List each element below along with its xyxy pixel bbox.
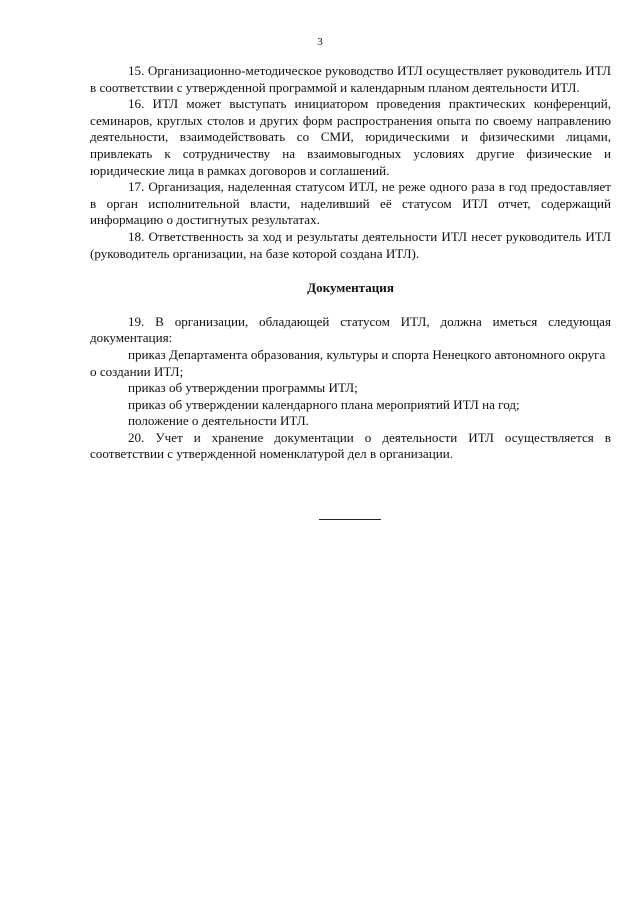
paragraph-15: 15. Организационно-методическое руководство ИТЛ осуществляет руководитель ИТЛ в соответствии с утвержденной программой и календарным планом деятельности ИТЛ. <box>90 63 611 95</box>
page-number: 3 <box>317 36 323 48</box>
documentation-item: положение о деятельности ИТЛ. <box>128 413 309 429</box>
documentation-item: приказ об утверждении программы ИТЛ; <box>128 380 358 396</box>
end-divider <box>319 519 381 520</box>
paragraph-20: 20. Учет и хранение документации о деятельности ИТЛ осуществляется в соответствии с утвержденной номенклатурой дел в организации. <box>90 429 611 462</box>
paragraph-17: 17. Организация, наделенная статусом ИТЛ, не реже одного раза в год предоставляет в орган исполнительной власти, наделивший её статусом ИТЛ отчет, содержащий информацию о достигнутых результатах. <box>90 179 611 228</box>
section-heading: Документация <box>307 280 394 296</box>
paragraph-18: 18. Ответственность за ход и результаты деятельности ИТЛ несет руководитель ИТЛ (руководитель организации, на базе которой создана ИТЛ). <box>90 228 611 261</box>
document-body <box>90 63 611 463</box>
paragraph-19: 19. В организации, обладающей статусом ИТЛ, должна иметься следующая документация: <box>90 313 611 346</box>
documentation-item: приказ об утверждении календарного плана мероприятий ИТЛ на год; <box>128 396 520 412</box>
documentation-item: приказ Департамента образования, культуры и спорта Ненецкого автономного округа о создании ИТЛ; <box>90 346 606 379</box>
paragraph-16: 16. ИТЛ может выступать инициатором проведения практических конференций, семинаров, круглых столов и других форм распространения опыта по своему направлению деятельности, взаимодействовать со СМИ, юридическими и физическими лицами, привлекать к сотрудничеству на взаимовыгодных условиях другие физические и юридические лица в рамках договоров и соглашений. <box>90 96 611 178</box>
